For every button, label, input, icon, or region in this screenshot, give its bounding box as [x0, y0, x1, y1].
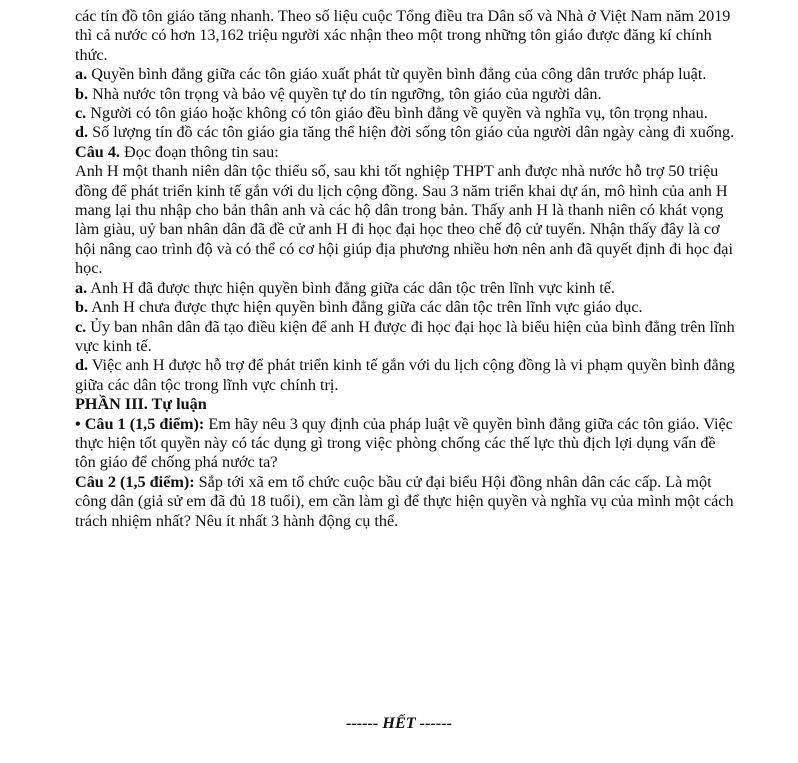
question-label: • Câu 1 (1,5 điểm):: [75, 414, 205, 433]
option-label: d.: [75, 123, 89, 142]
option-label: b.: [75, 84, 89, 103]
q3-option-c: [75, 104, 735, 123]
q3-option-d: [75, 123, 735, 142]
option-label: a.: [75, 278, 88, 297]
q4-option-b: [75, 298, 735, 317]
option-label: c.: [75, 104, 87, 123]
question-text: Sắp tới xã em tổ chức cuộc bầu cử đại biểu Hội đồng nhân dân các cấp. Là một công dân (giả sử em đã đủ 18 tuổi), em cần làm gì để thực hiện quyền và nghĩa vụ của mình một cách trách nhiệm nhất? Nêu ít nhất 3 hành động cụ thể.: [75, 472, 734, 530]
q3-option-b: [75, 85, 735, 104]
option-label: b.: [75, 298, 89, 317]
question-label: Câu 4.: [75, 142, 120, 161]
q3-option-a: [75, 65, 735, 84]
option-text: Số lượng tín đồ các tôn giáo gia tăng thể hiện đời sống tôn giáo của người dân ngày càng đi xuống.: [88, 123, 735, 142]
essay-question-1: [75, 415, 735, 473]
end-marker: ------ HẾT ------: [345, 714, 453, 732]
q4-option-c: [75, 318, 735, 357]
essay-question-2: [75, 473, 735, 531]
option-label: c.: [75, 317, 87, 336]
option-text: Anh H đã được thực hiện quyền bình đẳng giữa các dân tộc trên lĩnh vực kinh tế.: [87, 278, 615, 297]
question-label: Câu 2 (1,5 điểm):: [75, 472, 195, 491]
intro-paragraph: các tín đồ tôn giáo tăng nhanh. Theo số liệu cuộc Tổng điều tra Dân số và Nhà ở Việt Nam năm 2019 thì cả nước có hơn 13,162 triệu người xác nhận theo một trong những tôn giáo được đăng kí chính thức.: [75, 7, 731, 64]
option-text: Việc anh H được hỗ trợ để phát triển kinh tế gắn với du lịch cộng đồng là vi phạm quyền bình đẳng giữa các dân tộc trong lĩnh vực chính trị.: [75, 356, 735, 394]
q4-passage: Anh H một thanh niên dân tộc thiểu số, sau khi tốt nghiệp THPT anh được nhà nước hỗ trợ 50 triệu đồng để phát triển kinh tế gắn với du lịch cộng đồng. Sau 3 năm triển khai dự án, mô hình của anh H mang lại thu nhập cho bản thân anh và các hộ dân trong bản. Thấy anh H là thanh niên có khát vọng làm giàu, uỷ ban nhân dân đã đề cử anh H đi học đại học theo chế độ cử tuyển. Nhận thấy đây là cơ hội nâng cao trình độ và có thể có cơ hội giúp địa phương nhiều hơn nên anh đã quyết định đi học đại học.: [75, 162, 733, 278]
option-label: d.: [75, 356, 89, 375]
option-text: Người có tôn giáo hoặc không có tôn giáo đều bình đẳng về quyền và nghĩa vụ, tôn trọng nhau.: [86, 104, 708, 123]
q4-title: [75, 143, 735, 162]
option-text: Quyền bình đẳng giữa các tôn giáo xuất phát từ quyền bình đẳng của công dân trước pháp luật.: [87, 65, 707, 84]
option-label: a.: [75, 65, 88, 84]
question-prompt: Đọc đoạn thông tin sau:: [119, 142, 279, 161]
option-text: Nhà nước tôn trọng và bảo vệ quyền tự do tín ngưỡng, tôn giáo của người dân.: [88, 84, 602, 103]
question-text: Em hãy nêu 3 quy định của pháp luật về quyền bình đẳng giữa các tôn giáo. Việc thực hiện tốt quyền này có tác dụng gì trong việc phòng chống các thế lực thù địch lợi dụng vấn đề tôn giáo để chống phá nước ta?: [75, 414, 733, 472]
option-text: Anh H chưa được thực hiện quyền bình đẳng giữa các dân tộc trên lĩnh vực giáo dục.: [88, 298, 643, 317]
option-text: Ủy ban nhân dân đã tạo điều kiện để anh H được đi học đại học là biểu hiện của bình đẳng trên lĩnh vực kinh tế.: [75, 317, 735, 355]
document-body: [75, 7, 735, 531]
q4-option-d: [75, 356, 735, 395]
q4-option-a: [75, 279, 735, 298]
part3-heading: PHẦN III. Tự luận: [75, 395, 207, 414]
